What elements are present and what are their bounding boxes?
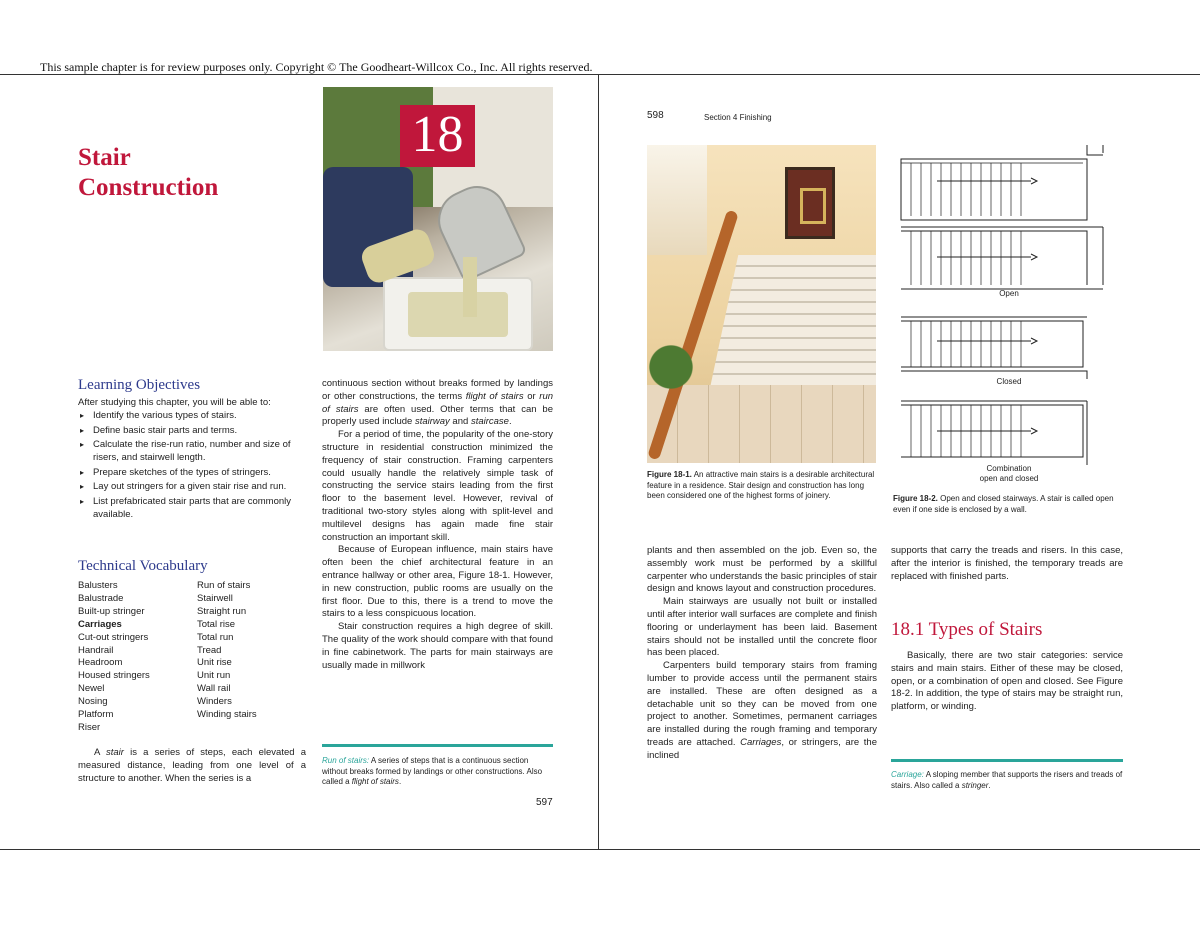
running-head: Section 4 Finishing	[704, 113, 772, 122]
wall-rug	[785, 167, 835, 239]
glossary-sidenote: Run of stairs: A series of steps that is a continuous section without breaks formed by landings or other constructions. Also called a flight of stairs.	[322, 756, 543, 786]
vocab-term: Run of stairs	[197, 580, 251, 591]
figure-18-2-caption: Figure 18-2. Open and closed stairways. A stair is called open even if one side is enclosed by a wall.	[893, 494, 1114, 514]
glossary-sidenote: Carriage: A sloping member that supports the risers and treads of stairs. Also called a stringer.	[891, 770, 1123, 790]
diagram-label-combination: Combination	[986, 464, 1032, 473]
book-spread	[0, 74, 1200, 850]
vocab-term: Winding stairs	[197, 709, 257, 721]
figure-18-1-caption: Figure 18-1. An attractive main stairs is a desirable architectural feature in a residence. Stair design and construction has long been considered one of the highest forms of joinery.	[647, 470, 875, 500]
vocab-term: Carriages	[78, 618, 122, 630]
vocab-term: Nosing	[78, 696, 108, 708]
right-column-2-text	[891, 650, 1123, 714]
diagram-label-combination-sub: open and closed	[979, 474, 1039, 483]
vocab-term: Total run	[197, 631, 234, 643]
learning-objectives-intro: After studying this chapter, you will be able to:	[78, 397, 271, 408]
paragraph: Carpenters build temporary stairs from framing lumber to provide access until the permanent stairs are installed. These are often designed as a detachable unit so they can be moved from one project to another. Sometimes, permanent carriages are installed during the rough framing and temporary treads are attached. Carriages, or stringers, are the inclined	[647, 660, 878, 761]
paragraph: continuous section without breaks formed by landings or other constructions, the terms flight of stairs or run of stairs are often used. Other terms that can be properly used include stairway and staircase.	[322, 378, 554, 428]
objective-item: ▸ Define basic stair parts and terms.	[78, 424, 308, 437]
sidenote-rule	[891, 759, 1123, 762]
vocabulary-column-2	[197, 580, 317, 722]
vocab-term: Winders	[197, 696, 232, 708]
objective-item: ▸ Prepare sketches of the types of stringers.	[78, 466, 308, 479]
sidenote-term: Carriage:	[891, 770, 924, 779]
chapter-title	[78, 143, 218, 203]
diagram-label-open: Open	[999, 289, 1019, 298]
vocab-term: Tread	[197, 644, 222, 656]
vocab-term: Balustrade	[78, 592, 124, 604]
section-heading: 18.1 Types of Stairs	[891, 619, 1043, 640]
learning-objectives-list	[78, 409, 308, 522]
right-column-1-text	[647, 545, 877, 763]
vocab-term: Headroom	[78, 657, 123, 669]
page-number: 597	[536, 797, 553, 808]
paragraph: supports that carry the treads and risers. In this case, after the interior is finished, the temporary treads are replaced with finished parts.	[891, 545, 1123, 582]
chapter-title-line2: Construction	[78, 174, 219, 201]
vocab-term: Balusters	[78, 580, 118, 591]
paragraph: For a period of time, the popularity of the one-story structure in residential construction minimized the frequency of stair construction. Framing carpenters could usually handle the relatively simple task of constructing the service stairs leading from the first floor to the basement level. However, revival of traditional two-story styles along with split-level and multilevel designs has again made fine stair construction an important skill.	[322, 429, 553, 543]
right-page	[599, 75, 1200, 849]
paragraph: Basically, there are two stair categories: service stairs and main stairs. Either of these may be closed, open, or a combination of open and closed. See Figure 18-2. In addition, the type of stairs may be straight run, platform, or winding.	[891, 650, 1123, 713]
vocab-term: Housed stringers	[78, 670, 150, 682]
left-page	[0, 75, 598, 849]
vocab-term: Unit rise	[197, 657, 232, 669]
vocabulary-column-1	[78, 580, 198, 735]
learning-objectives-heading: Learning Objectives	[78, 377, 201, 393]
objective-item: ▸ Calculate the rise-run ratio, number and size of risers, and stairwell length.	[78, 438, 308, 464]
vocab-term: Platform	[78, 709, 114, 721]
objective-item: ▸ Identify the various types of stairs.	[78, 409, 308, 422]
objective-item: ▸ List prefabricated stair parts that are commonly available.	[78, 495, 308, 521]
vocab-term: Stairwell	[197, 592, 233, 604]
page-number: 598	[647, 110, 664, 121]
vocab-term: Wall rail	[197, 683, 231, 695]
technical-vocabulary-heading: Technical Vocabulary	[78, 558, 208, 574]
chapter-title-line1: Stair	[78, 144, 131, 171]
sidenote-term: Run of stairs:	[322, 756, 370, 765]
term-stair: stair	[106, 747, 124, 758]
figure-18-2-diagram	[897, 145, 1129, 490]
vocab-term: Handrail	[78, 644, 114, 656]
diagram-label-closed: Closed	[996, 377, 1022, 386]
plant	[649, 335, 693, 415]
chapter-number-badge: 18	[400, 105, 475, 167]
figure-18-1-photo	[647, 145, 876, 463]
vocab-term: Newel	[78, 683, 105, 695]
vocab-term: Cut-out stringers	[78, 631, 149, 643]
vocab-term: Riser	[78, 721, 101, 733]
objective-item: ▸ Lay out stringers for a given stair rise and run.	[78, 480, 308, 493]
vocab-term: Built-up stringer	[78, 605, 145, 617]
right-column-2-top-text	[891, 545, 1123, 583]
sidenote-rule	[322, 744, 553, 747]
intro-paragraph: A stair is a series of steps, each elevated a measured distance, leading from one level of a structure to another. When the series is a	[78, 747, 306, 784]
paragraph: Because of European influence, main stairs have often been the chief architectural feature in an entrance hallway or other area, Figure 18-1. However, in new construction, public rooms are usually on the first floor. Due to this, there is a trend to move the stairs to a less conspicuous location.	[322, 544, 553, 620]
vocab-term: Unit run	[197, 670, 231, 682]
paragraph: plants and then assembled on the job. Even so, the assembly work must be performed by a skillful carpenter who understands the basic principles of stair design and knows layout and construction procedures.	[647, 545, 877, 595]
paragraph: Stair construction requires a high degree of skill. The quality of the work should compare with that found in fine cabinetwork. The parts for main stairways are usually made in millwork	[322, 621, 553, 671]
vocab-term: Straight run	[197, 605, 247, 617]
left-column-2-text	[322, 378, 553, 672]
copyright-notice: This sample chapter is for review purposes only. Copyright © The Goodheart-Willcox Co., Inc. All rights reserved.	[40, 60, 593, 74]
paragraph: Main stairways are usually not built or installed until after interior wall surfaces are complete and finish flooring or underlayment has been laid. Basement stairs should not be installed until the concrete floor has been placed.	[647, 596, 877, 659]
vocab-term: Total rise	[197, 618, 236, 630]
